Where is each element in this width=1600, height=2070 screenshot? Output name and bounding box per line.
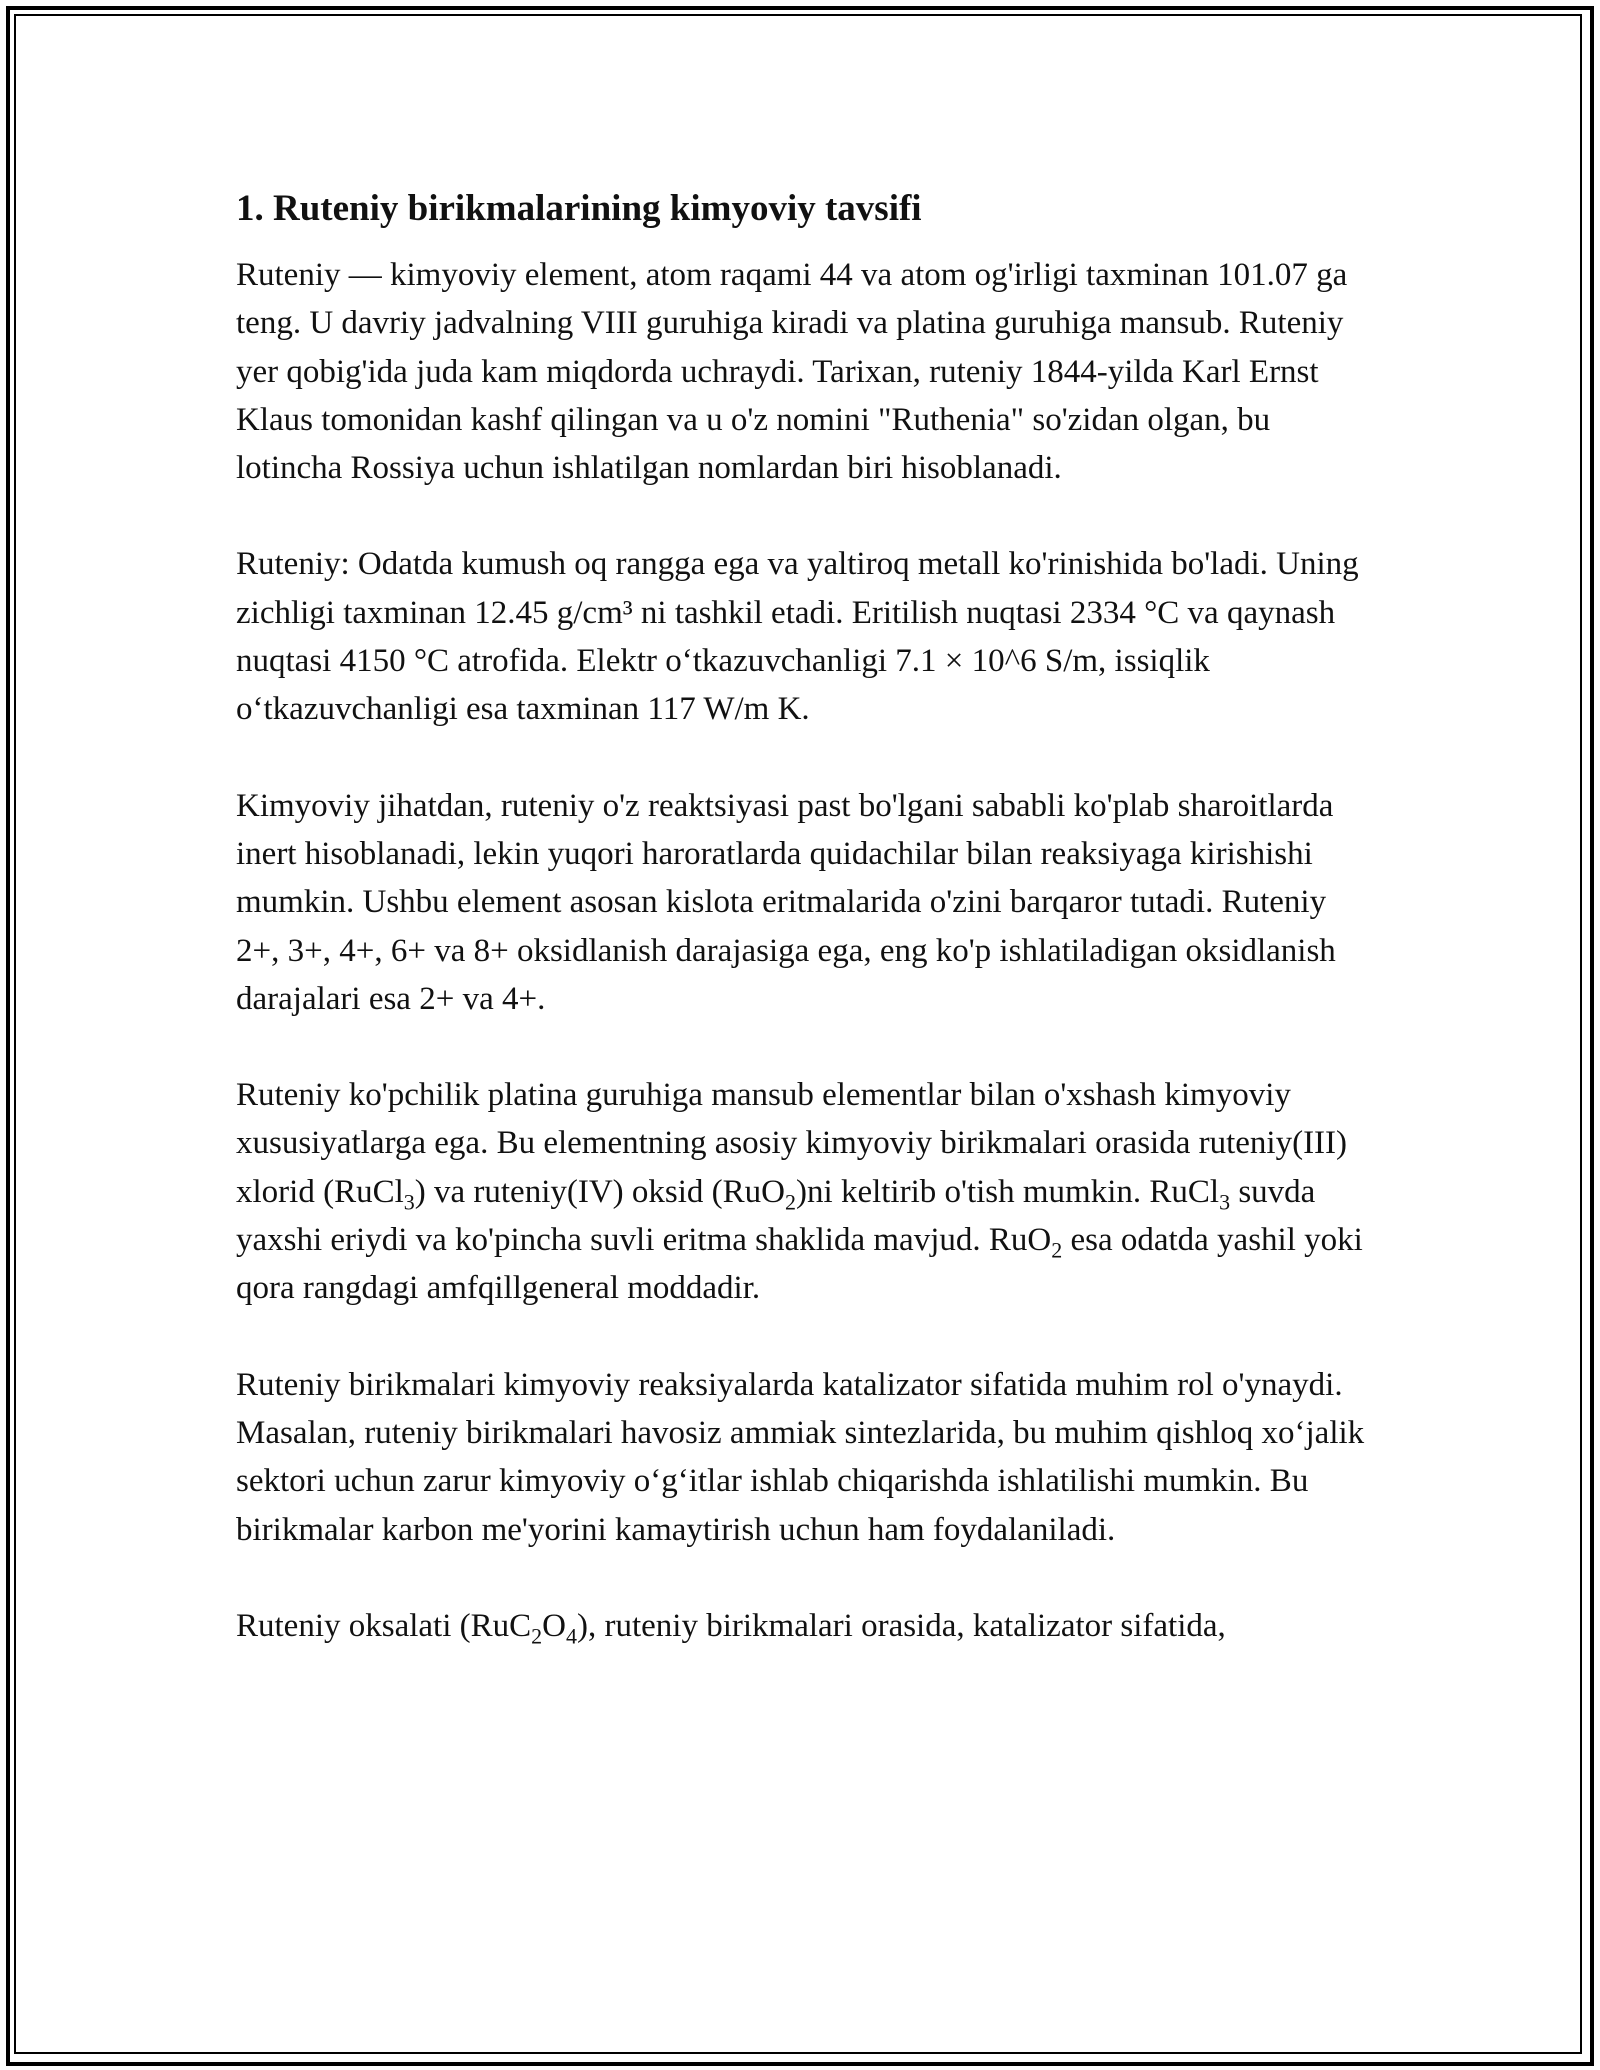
text-run: ) va ruteniy(IV) oksid (RuO	[414, 1173, 786, 1210]
text-run: esa odatda yashil yoki qora rangdagi amfqillgeneral moddadir.	[236, 1222, 1363, 1307]
section-heading: 1. Ruteniy birikmalarining kimyoviy tavsifi	[236, 188, 922, 229]
subscript: 4	[566, 1623, 577, 1649]
text-run: )ni keltirib o'tish mumkin. RuCl	[796, 1173, 1220, 1210]
text-run: Ruteniy oksalati (RuC	[236, 1607, 532, 1644]
paragraph-catalysis: Ruteniy birikmalari kimyoviy reaksiyalarda katalizator sifatida muhim rol o'ynaydi. Masalan, ruteniy birikmalari havosiz ammiak sintezlarida, bu muhim qishloq xo‘jalik sektori uchun zarur kimyoviy o‘g‘itlar ishlab chiqarishda ishlatilishi mumkin. Bu birikmalar karbon me'yorini kamaytirish uchun ham foydalaniladi.	[236, 1366, 1365, 1548]
text-run: Ruteniy ko'pchilik platina guruhiga mansub elementlar bilan o'xshash kimyoviy xususiyatlarga ega. Bu elementning asosiy kimyoviy birikmalari orasida ruteniy(III) xlorid (RuCl	[236, 1077, 1348, 1210]
subscript: 2	[785, 1189, 797, 1215]
document-body	[236, 185, 1366, 1698]
text-run: suvda yaxshi eriydi va ko'pincha suvli eritma shaklida mavjud. RuO	[236, 1173, 1316, 1259]
paragraph-oxalate	[236, 1602, 1366, 1650]
subscript: 2	[1051, 1237, 1063, 1263]
text-run: ), ruteniy birikmalari orasida, katalizator sifatida,	[577, 1607, 1226, 1644]
subscript: 3	[403, 1189, 415, 1215]
paragraph-compounds	[236, 1071, 1366, 1312]
text-run: O	[542, 1607, 566, 1644]
subscript: 2	[531, 1623, 543, 1649]
paragraph-intro: Ruteniy — kimyoviy element, atom raqami 44 va atom og'irligi taxminan 101.07 ga teng. U davriy jadvalning VIII guruhiga kiradi va platina guruhiga mansub. Ruteniy yer qobig'ida juda kam miqdorda uchraydi. Tarixan, ruteniy 1844-yilda Karl Ernst Klaus tomonidan kashf qilingan va u o'z nomini "Ruthenia" so'zidan olgan, bu lotincha Rossiya uchun ishlatilgan nomlardan biri hisoblanadi.	[236, 257, 1348, 487]
paragraph-physical-properties: Ruteniy: Odatda kumush oq rangga ega va yaltiroq metall ko'rinishida bo'ladi. Uning zichligi taxminan 12.45 g/cm³ ni tashkil etadi. Eritilish nuqtasi 2334 °C va qaynash nuqtasi 4150 °C atrofida. Elektr o‘tkazuvchanligi 7.1 × 10^6 S/m, issiqlik o‘tkazuvchanligi esa taxminan 117 W/m K.	[236, 546, 1359, 728]
paragraph-chemical-reactivity: Kimyoviy jihatdan, ruteniy o'z reaktsiyasi past bo'lgani sababli ko'plab sharoitlarda inert hisoblanadi, lekin yuqori haroratlarda quidachilar bilan reaksiyaga kirishishi mumkin. Ushbu element asosan kislota eritmalarida o'zini barqaror tutadi. Ruteniy 2+, 3+, 4+, 6+ va 8+ oksidlanish darajasiga ega, eng ko'p ishlatiladigan oksidlanish darajalari esa 2+ va 4+.	[236, 787, 1336, 1017]
subscript: 3	[1219, 1189, 1231, 1215]
